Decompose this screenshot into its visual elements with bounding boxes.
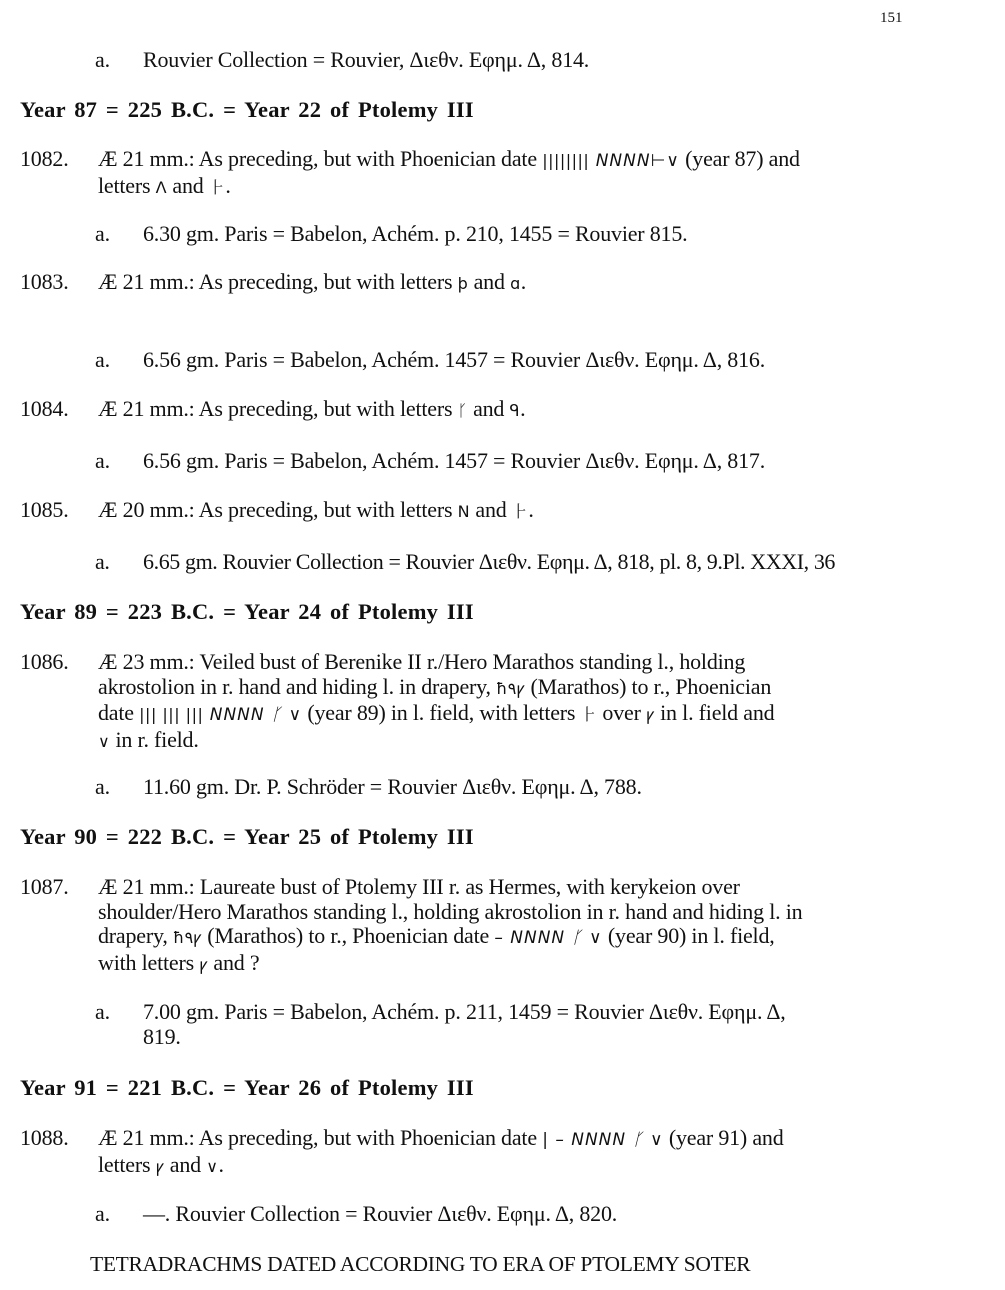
- entry-line: 819.: [143, 1023, 181, 1049]
- entry-line: [98, 1153, 784, 1180]
- sub-entry-text: 6.56 gm. Paris = Babelon, Achém. 1457 = Rouvier Διεθν. Εφημ. Δ, 817.: [143, 448, 765, 473]
- entry-number: 1084.: [20, 396, 69, 421]
- phoenician-date-glyphs: NNNN ᚴ ∨: [203, 705, 303, 725]
- phoenician-letter-glyph: ϸ: [457, 274, 469, 293]
- text-span: date: [98, 700, 140, 725]
- entry-line: Æ 21 mm.: Laureate bust of Ptolemy III r. as Hermes, with kerykeion over: [98, 874, 740, 899]
- entry-description: [98, 270, 526, 297]
- text-span: and: [164, 1151, 207, 1177]
- sub-entry-text: 6.56 gm. Paris = Babelon, Achém. 1457 = Rouvier Διεθν. Εφημ. Δ, 816.: [143, 347, 765, 372]
- entry-description: [98, 397, 525, 424]
- sub-entry-label: a.: [95, 347, 110, 372]
- text-span: akrostolion in r. hand and hiding l. in drapery,: [98, 673, 497, 699]
- sub-entry-label: a.: [95, 448, 110, 473]
- phoenician-letter-glyph: ⺊: [511, 502, 529, 521]
- section-heading-tetradrachms: TETRADRACHMS DATED ACCORDING TO ERA OF PTOLEMY SOTER: [90, 1252, 751, 1276]
- page-number: 151: [880, 10, 903, 26]
- phoenician-letter-glyph: ꝩ: [199, 954, 209, 974]
- text-span: .: [520, 269, 527, 294]
- section-heading-year-90: Year 90 = 222 B.C. = Year 25 of Ptolemy III: [20, 824, 474, 849]
- sub-entry-label: a.: [95, 221, 110, 246]
- entry-line: [98, 951, 802, 978]
- phoenician-letter-glyph: ⺊: [208, 177, 226, 197]
- entry-description: [98, 875, 802, 977]
- text-span: (Marathos) to r., Phoenician date: [202, 923, 495, 948]
- sub-entry-text: 6.30 gm. Paris = Babelon, Achém. p. 210, 1455 = Rouvier 815.: [143, 221, 688, 246]
- entry-line: [98, 174, 800, 201]
- text-span: with letters: [98, 949, 200, 975]
- phoenician-letter-glyph: ɑ: [510, 274, 521, 293]
- sub-entry-text: 6.65 gm. Rouvier Collection = Rouvier Διεθν. Εφημ. Δ, 818, pl. 8, 9.Pl. XXXI, 36: [143, 549, 836, 574]
- entry-line: Æ 23 mm.: Veiled bust of Berenike II r./Hero Marathos standing l., holding: [98, 649, 746, 674]
- sub-entry-text: [143, 1000, 786, 1049]
- entry-number: 1083.: [20, 269, 69, 294]
- text-span: and: [470, 497, 512, 522]
- sub-entry-label: a.: [95, 1201, 110, 1226]
- phoenician-letter-glyph: ∨: [98, 731, 111, 751]
- phoenician-date-glyphs: NNNN⊢∨: [589, 151, 680, 171]
- phoenician-letter-glyph: ᑫ: [509, 401, 521, 420]
- entry-description: [98, 147, 800, 200]
- text-span: (Marathos) to r., Phoenician: [525, 673, 772, 699]
- text-span: Æ 20 mm.: As preceding, but with letters: [98, 497, 458, 522]
- sub-entry-text: —. Rouvier Collection = Rouvier Διεθν. Εφημ. Δ, 820.: [143, 1201, 618, 1226]
- text-span: (year 91) and: [663, 1125, 784, 1150]
- text-span: Æ 21 mm.: As preceding, but with letters: [98, 269, 458, 294]
- text-span: letters: [98, 172, 156, 198]
- entry-description: [98, 498, 534, 525]
- entry-number: 1087.: [20, 874, 69, 899]
- entry-description: [98, 1126, 784, 1179]
- entry-line: [98, 701, 774, 728]
- text-span: .: [528, 497, 534, 522]
- phoenician-word-marathos: ħ٩ꝩ: [496, 678, 526, 698]
- phoenician-letter-glyph: ꝩ: [646, 705, 655, 724]
- section-heading-year-91: Year 91 = 221 B.C. = Year 26 of Ptolemy III: [20, 1075, 474, 1100]
- entry-number: 1085.: [20, 497, 69, 522]
- text-span: letters: [98, 1151, 156, 1177]
- phoenician-letter-glyph: ᚴ: [457, 401, 468, 420]
- entry-line: shoulder/Hero Marathos standing l., holding akrostolion in r. hand and hiding l. in: [98, 898, 803, 924]
- text-span: .: [225, 172, 231, 198]
- text-span: Æ 21 mm.: As preceding, but with letters: [98, 396, 458, 421]
- phoenician-letter-glyph: Λ: [155, 177, 168, 197]
- phoenician-date-glyphs: | – NNNN ᚴ ∨: [542, 1130, 664, 1150]
- section-heading-year-87: Year 87 = 225 B.C. = Year 22 of Ptolemy III: [20, 97, 474, 122]
- sub-entry-label: a.: [95, 47, 110, 72]
- entry-number: 1088.: [20, 1125, 69, 1150]
- phoenician-date-strokes: ||| ||| |||: [139, 705, 204, 724]
- section-heading-year-89: Year 89 = 223 B.C. = Year 24 of Ptolemy III: [20, 599, 474, 624]
- entry-line: [98, 675, 774, 702]
- entry-line: [98, 147, 800, 174]
- sub-entry-text: Rouvier Collection = Rouvier, Διεθν. Εφημ. Δ, 814.: [143, 47, 590, 72]
- phoenician-word-marathos: ħ٩ꝩ: [172, 928, 202, 947]
- entry-line: [98, 1126, 784, 1153]
- text-span: in l. field and: [654, 700, 775, 725]
- entry-line: [98, 728, 774, 755]
- phoenician-letter-glyph: ꝩ: [155, 1156, 165, 1176]
- text-span: over: [597, 700, 647, 725]
- entry-number: 1086.: [20, 649, 69, 674]
- text-span: (year 87) and: [679, 146, 800, 171]
- sub-entry-label: a.: [95, 774, 110, 799]
- sub-entry-label: a.: [95, 999, 110, 1024]
- entry-line: 7.00 gm. Paris = Babelon, Achém. p. 211, 1459 = Rouvier Διεθν. Εφημ. Δ,: [143, 999, 786, 1024]
- text-span: .: [520, 396, 526, 421]
- sub-entry-text: 11.60 gm. Dr. P. Schröder = Rouvier Διεθν. Εφημ. Δ, 788.: [143, 774, 642, 799]
- phoenician-date-strokes: ||||||||: [542, 151, 590, 170]
- phoenician-letter-glyph: N: [457, 502, 471, 521]
- phoenician-date-glyphs: – NNNN ᚴ ∨: [494, 928, 603, 948]
- text-span: and ?: [208, 949, 260, 975]
- entry-line: [98, 924, 802, 951]
- text-span: drapery,: [98, 923, 173, 948]
- entry-number: 1082.: [20, 146, 69, 171]
- text-span: (year 89) in l. field, with letters: [302, 700, 581, 725]
- phoenician-letter-glyph: ⺊: [580, 705, 598, 724]
- text-span: in r. field.: [110, 726, 199, 752]
- text-span: and: [167, 172, 209, 198]
- text-span: and: [468, 269, 511, 294]
- text-span: Æ 21 mm.: As preceding, but with Phoenician date: [98, 1125, 543, 1150]
- entry-description: [98, 650, 774, 754]
- sub-entry-label: a.: [95, 549, 110, 574]
- text-span: (year 90) in l. field,: [602, 923, 775, 948]
- phoenician-letter-glyph: ∨: [206, 1156, 219, 1176]
- text-span: .: [218, 1151, 224, 1177]
- text-span: and: [467, 396, 510, 421]
- text-span: Æ 21 mm.: As preceding, but with Phoenician date: [98, 146, 543, 171]
